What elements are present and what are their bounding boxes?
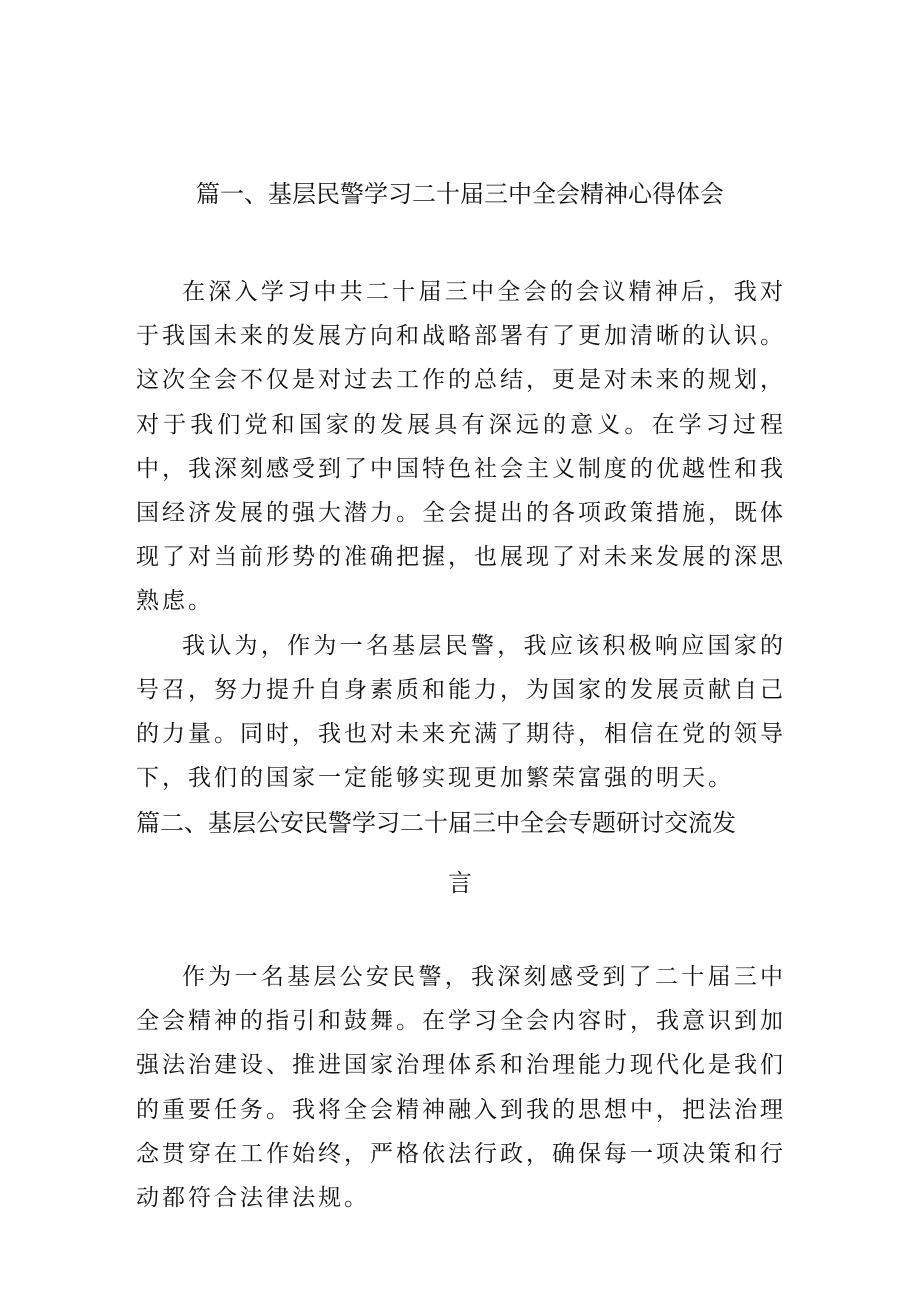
section2-title-line1: 篇二、基层公安民警学习二十届三中全会专题研讨交流发 xyxy=(136,809,736,837)
section2-body xyxy=(136,955,786,1220)
section1-body xyxy=(136,270,786,800)
section1-paragraph-1: 在深入学习中共二十届三中全会的会议精神后，我对于我国未来的发展方向和战略部署有了更加清晰的认识。这次全会不仅是对过去工作的总结，更是对未来的规划，对于我们党和国家的发展具有深远的意义。在学习过程中，我深刻感受到了中国特色社会主义制度的优越性和我国经济发展的强大潜力。全会提出的各项政策措施，既体现了对当前形势的准确把握，也展现了对未来发展的深思熟虑。 xyxy=(136,279,786,615)
section1-paragraph-2: 我认为，作为一名基层民警，我应该积极响应国家的号召，努力提升自身素质和能力，为国家的发展贡献自己的力量。同时，我也对未来充满了期待，相信在党的领导下，我们的国家一定能够实现更加繁荣富强的明天。 xyxy=(136,632,786,792)
section1-title: 篇一、基层民警学习二十届三中全会精神心得体会 xyxy=(196,180,724,208)
section2-paragraph-1: 作为一名基层公安民警，我深刻感受到了二十届三中全会精神的指引和鼓舞。在学习全会内容时，我意识到加强法治建设、推进国家治理体系和治理能力现代化是我们的重要任务。我将全会精神融入到我的思想中，把法治理念贯穿在工作始终，严格依法行政，确保每一项决策和行动都符合法律法规。 xyxy=(136,964,786,1212)
section2-title-line2: 言 xyxy=(448,869,472,897)
